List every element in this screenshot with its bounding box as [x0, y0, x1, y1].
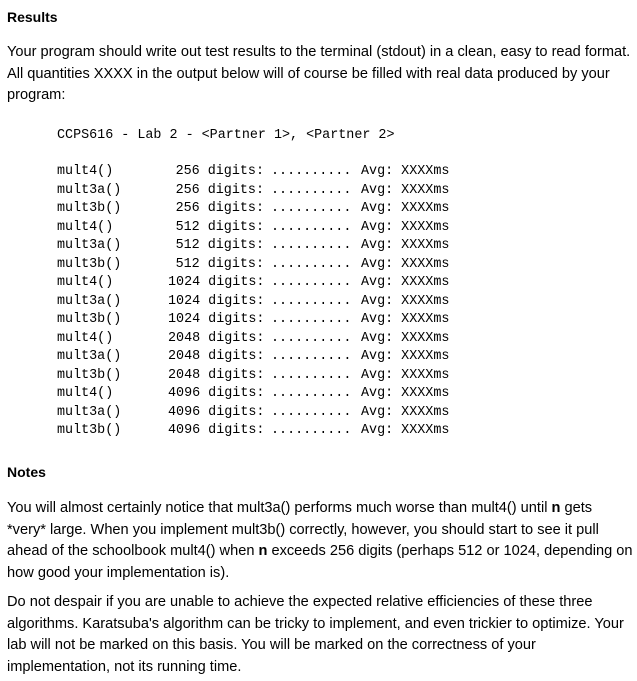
- leader-dots: ..........: [271, 423, 352, 438]
- average-time: Avg: XXXXms: [361, 367, 450, 383]
- notes-paragraph-2: Do not despair if you are unable to achieve the expected relative efficiencies of these three algorithms. Karatsuba's algorithm can be tricky to implement, and even trickier to optimize. Your lab will not be marked on this basis. You will be marked on the correctness of your implementation, not its running time.: [7, 594, 624, 675]
- average-time: Avg: XXXXms: [361, 256, 450, 272]
- digit-count: 4096 digits:: [168, 386, 265, 401]
- notes-p1-text-2: gets *very* large. When you implement mult3b() correctly, however, you should start to see it pull ahead of the schoolbook mult4() when: [7, 500, 599, 559]
- leader-dots: ..........: [271, 275, 352, 290]
- notes-p1-text-3: exceeds 256 digits (perhaps 512 or 1024, depending on how good your implementation is).: [7, 543, 633, 581]
- function-name: mult3a(): [57, 238, 122, 253]
- leader-dots: ..........: [271, 182, 352, 198]
- digit-count: 2048 digits:: [168, 349, 265, 364]
- average-time: Avg: XXXXms: [361, 275, 450, 290]
- function-name: mult4(): [57, 386, 114, 401]
- function-name: mult3a(): [57, 293, 122, 309]
- function-name: mult3a(): [57, 404, 122, 420]
- digit-count: 1024 digits:: [168, 312, 265, 327]
- leader-dots: ..........: [271, 256, 352, 272]
- notes-paragraph-1: [7, 498, 633, 584]
- digit-count: 2048 digits:: [168, 367, 265, 383]
- digit-count: 2048 digits:: [168, 330, 265, 346]
- function-name: mult3a(): [57, 182, 122, 198]
- variable-n: n: [258, 543, 268, 559]
- leader-dots: ..........: [271, 201, 352, 216]
- leader-dots: ..........: [271, 404, 352, 420]
- function-name: mult3b(): [57, 367, 122, 383]
- digit-count: 4096 digits:: [168, 423, 265, 438]
- digit-count: 1024 digits:: [168, 275, 265, 290]
- average-time: Avg: XXXXms: [361, 404, 450, 420]
- leader-dots: ..........: [271, 312, 352, 327]
- leader-dots: ..........: [271, 293, 352, 309]
- notes-p1-text-1: You will almost certainly notice that mult3a() performs much worse than mult4() until: [7, 500, 552, 516]
- function-name: mult3b(): [57, 256, 122, 272]
- average-time: Avg: XXXXms: [361, 182, 450, 198]
- average-time: Avg: XXXXms: [361, 423, 450, 438]
- function-name: mult4(): [57, 330, 114, 346]
- variable-n: n: [551, 500, 561, 516]
- function-name: mult3a(): [57, 349, 122, 364]
- leader-dots: ..........: [271, 349, 352, 364]
- leader-dots: ..........: [271, 164, 352, 179]
- average-time: Avg: XXXXms: [361, 330, 450, 346]
- digit-count: 4096 digits:: [168, 404, 265, 420]
- function-name: mult4(): [57, 275, 114, 290]
- digit-count: 1024 digits:: [168, 293, 265, 309]
- results-heading: Results: [7, 9, 58, 25]
- function-name: mult4(): [57, 219, 114, 235]
- function-name: mult3b(): [57, 423, 122, 438]
- notes-heading: Notes: [7, 464, 46, 480]
- average-time: Avg: XXXXms: [361, 238, 450, 253]
- function-name: mult3b(): [57, 312, 122, 327]
- average-time: Avg: XXXXms: [361, 349, 450, 364]
- average-time: Avg: XXXXms: [361, 312, 450, 327]
- digit-count: 256 digits:: [175, 182, 264, 198]
- leader-dots: ..........: [271, 386, 352, 401]
- leader-dots: ..........: [271, 219, 352, 235]
- digit-count: 512 digits:: [175, 219, 264, 235]
- digit-count: 256 digits:: [175, 201, 264, 216]
- average-time: Avg: XXXXms: [361, 201, 450, 216]
- digit-count: 512 digits:: [175, 238, 264, 253]
- average-time: Avg: XXXXms: [361, 164, 450, 179]
- leader-dots: ..........: [271, 367, 352, 383]
- digit-count: 512 digits:: [175, 256, 264, 272]
- average-time: Avg: XXXXms: [361, 293, 450, 309]
- digit-count: 256 digits:: [175, 164, 264, 179]
- code-title: CCPS616 - Lab 2 - <Partner 1>, <Partner 2>: [57, 128, 395, 143]
- leader-dots: ..........: [271, 330, 352, 346]
- average-time: Avg: XXXXms: [361, 386, 450, 401]
- results-intro: Your program should write out test results to the terminal (stdout) in a clean, easy to read format. All quantities XXXX in the output below will of course be filled with real data produced by your program:: [7, 44, 631, 103]
- function-name: mult4(): [57, 164, 114, 179]
- average-time: Avg: XXXXms: [361, 219, 450, 235]
- leader-dots: ..........: [271, 238, 352, 253]
- function-name: mult3b(): [57, 201, 122, 216]
